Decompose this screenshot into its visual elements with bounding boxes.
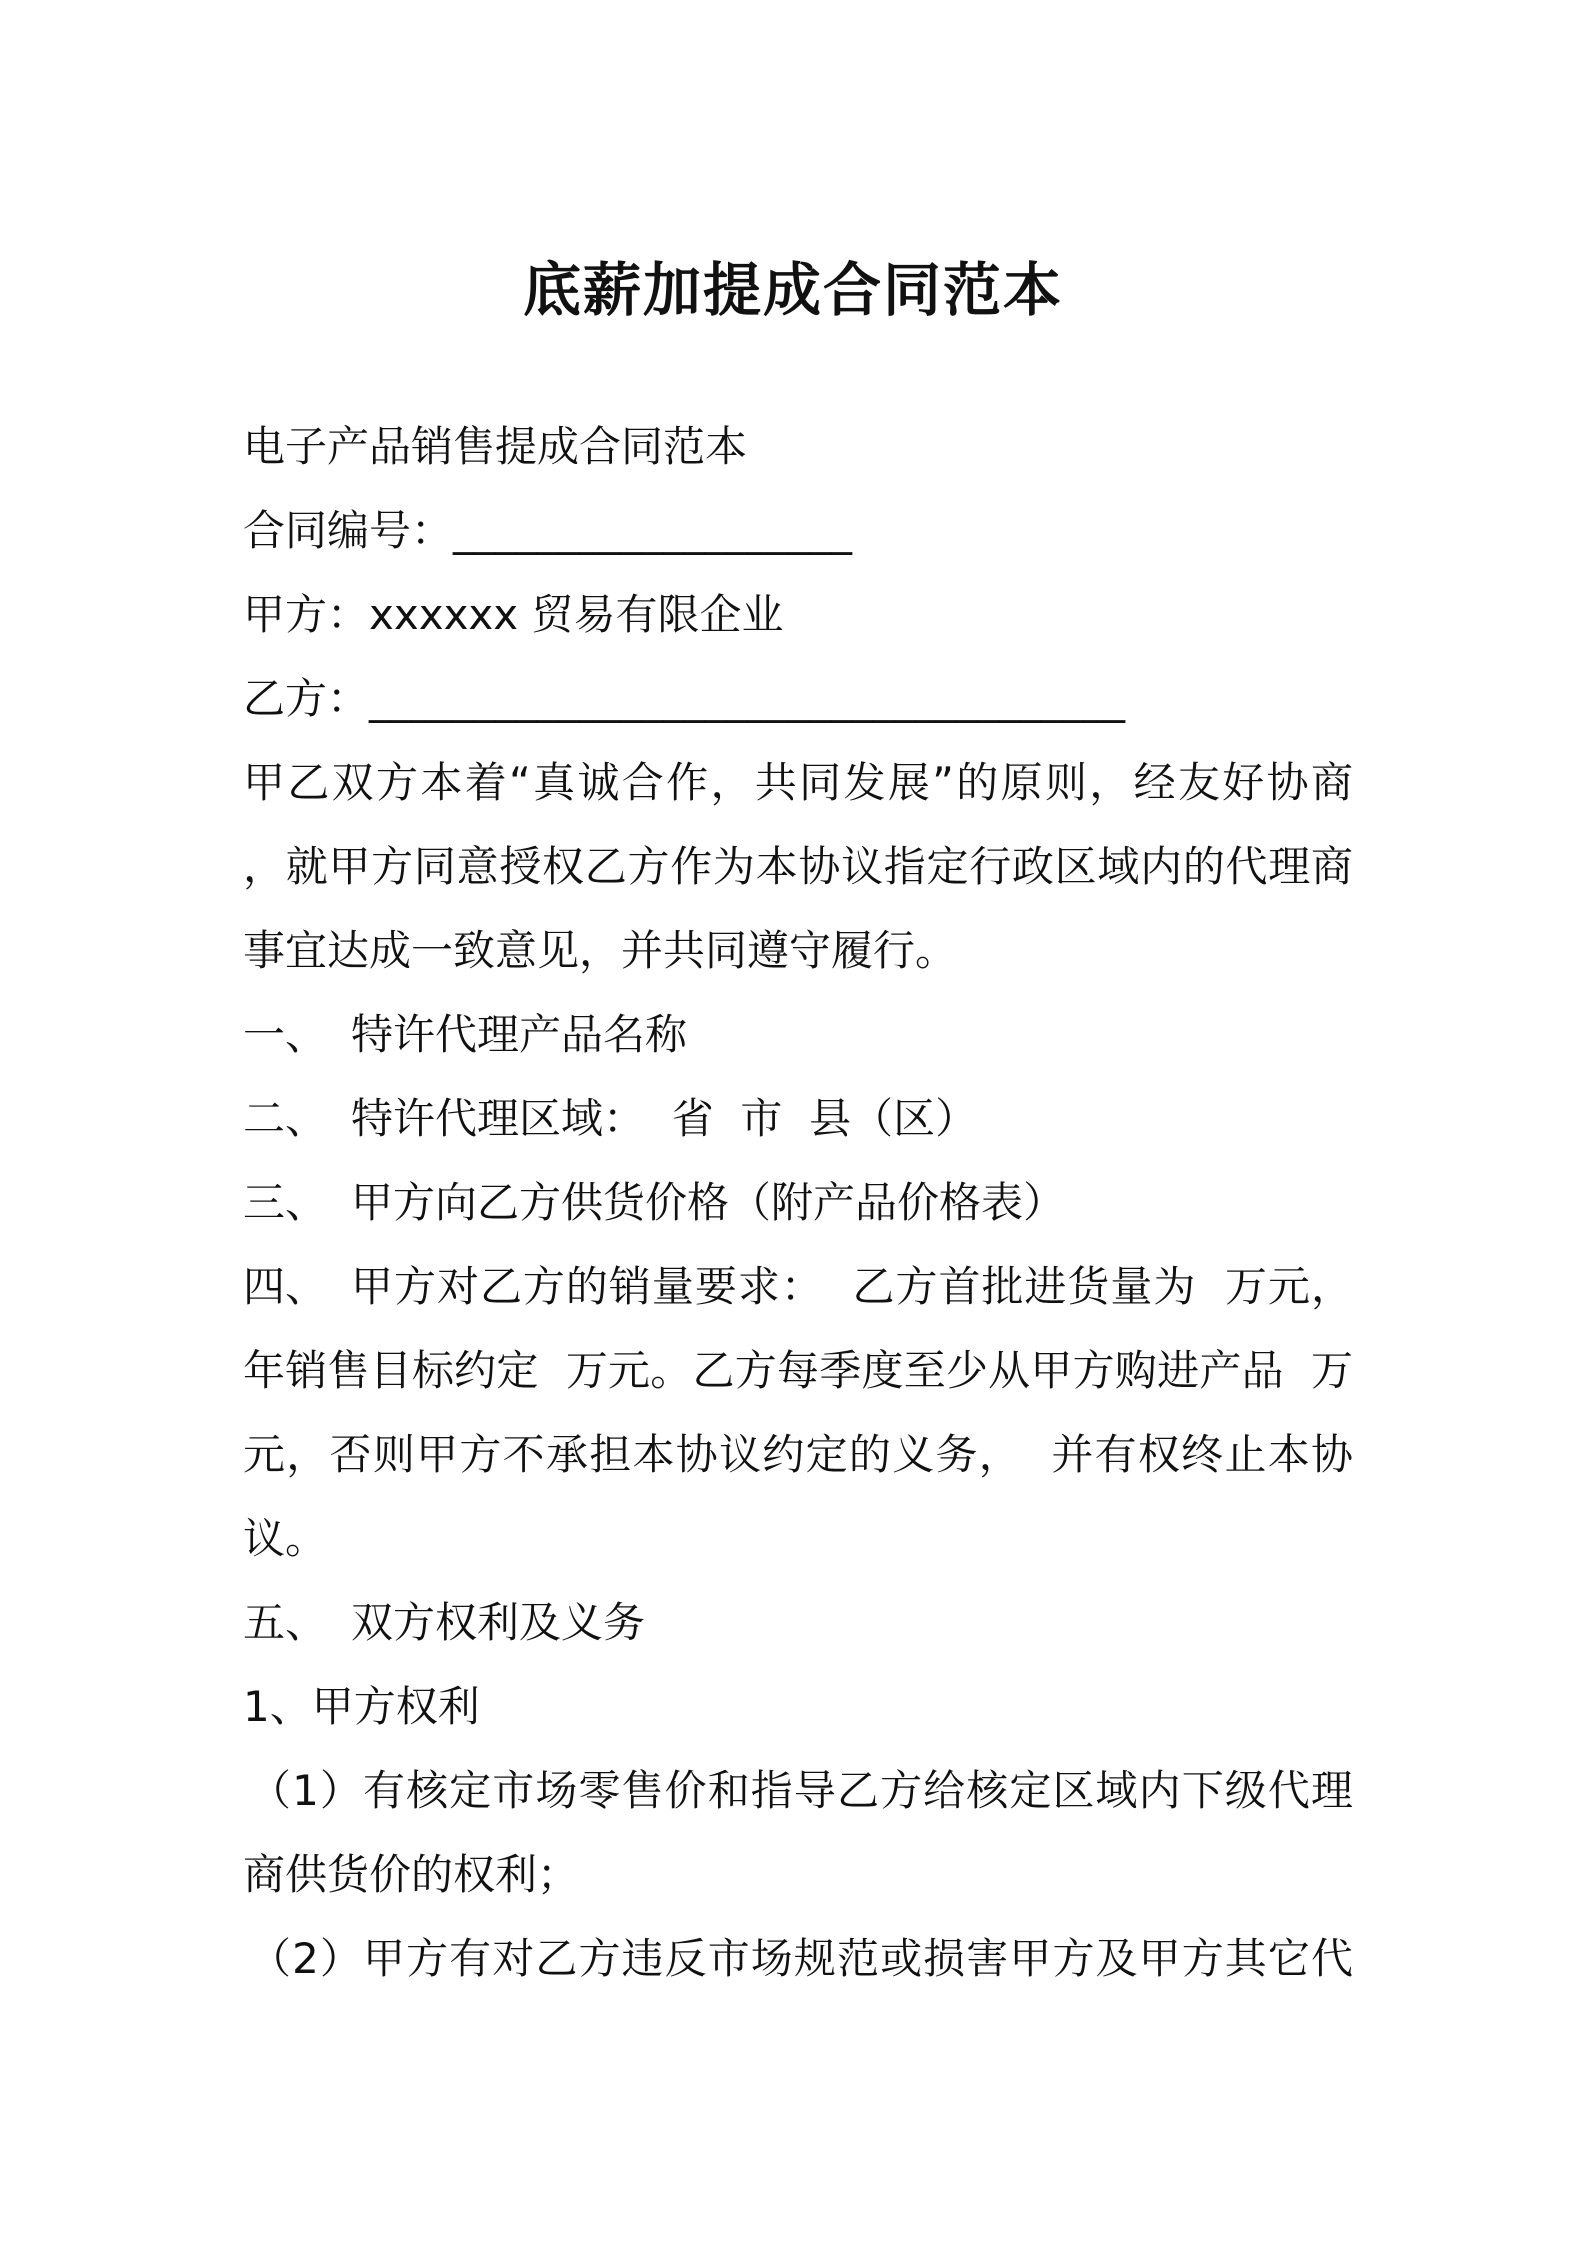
section4-continuation: 年销售目标约定 万元。乙方每季度至少从甲方购进产品 万 — [243, 1346, 1353, 1395]
section-item — [243, 1581, 1353, 1665]
section4-continuation: 议。 — [243, 1514, 328, 1563]
intro-line: ，就甲方同意授权乙方作为本协议指定行政区域内的代理商 — [243, 842, 1353, 891]
section-item — [243, 1161, 1353, 1245]
subsection-heading: 1、甲方权利 — [243, 1682, 480, 1731]
section-text: 甲方对乙方的销量要求： 乙方首批进货量为 万元， — [351, 1262, 1353, 1311]
section-item — [243, 1077, 1353, 1161]
intro-line: 甲乙双方本着“真诚合作，共同发展”的原则，经友好协商 — [243, 758, 1353, 807]
section-text: 双方权利及义务 — [351, 1598, 646, 1647]
section-number: 一、 — [243, 1010, 328, 1059]
section-number: 四、 — [243, 1262, 328, 1311]
document-title: 底薪加提成合同范本 — [522, 256, 1063, 324]
section-text: 特许代理产品名称 — [351, 1010, 688, 1059]
intro-line: 事宜达成一致意见，并共同遵守履行。 — [243, 926, 958, 975]
section-text: 甲方向乙方供货价格（附产品价格表） — [351, 1178, 1066, 1227]
rights-line: （1）有核定市场零售价和指导乙方给核定区域内下级代理 — [249, 1766, 1353, 1815]
section-text: 特许代理区域： 省 市 县（区） — [351, 1094, 978, 1143]
section-number: 三、 — [243, 1178, 328, 1227]
section-number: 二、 — [243, 1094, 328, 1143]
section-item — [243, 993, 1353, 1077]
rights-line: （2）甲方有对乙方违反市场规范或损害甲方及甲方其它代 — [249, 1934, 1353, 1983]
section-number: 五、 — [243, 1598, 328, 1647]
section-item — [243, 1245, 1353, 1329]
section4-continuation: 元，否则甲方不承担本协议约定的义务， 并有权终止本协 — [243, 1430, 1353, 1479]
party-a: 甲方：xxxxxx 贸易有限企业 — [243, 590, 784, 639]
document-body — [243, 405, 1353, 2001]
rights-line: 商供货价的权利； — [243, 1850, 580, 1899]
subtitle: 电子产品销售提成合同范本 — [243, 422, 748, 471]
contract-number: 合同编号：___________________ — [243, 506, 853, 555]
party-b: 乙方：____________________________________ — [243, 674, 1126, 723]
